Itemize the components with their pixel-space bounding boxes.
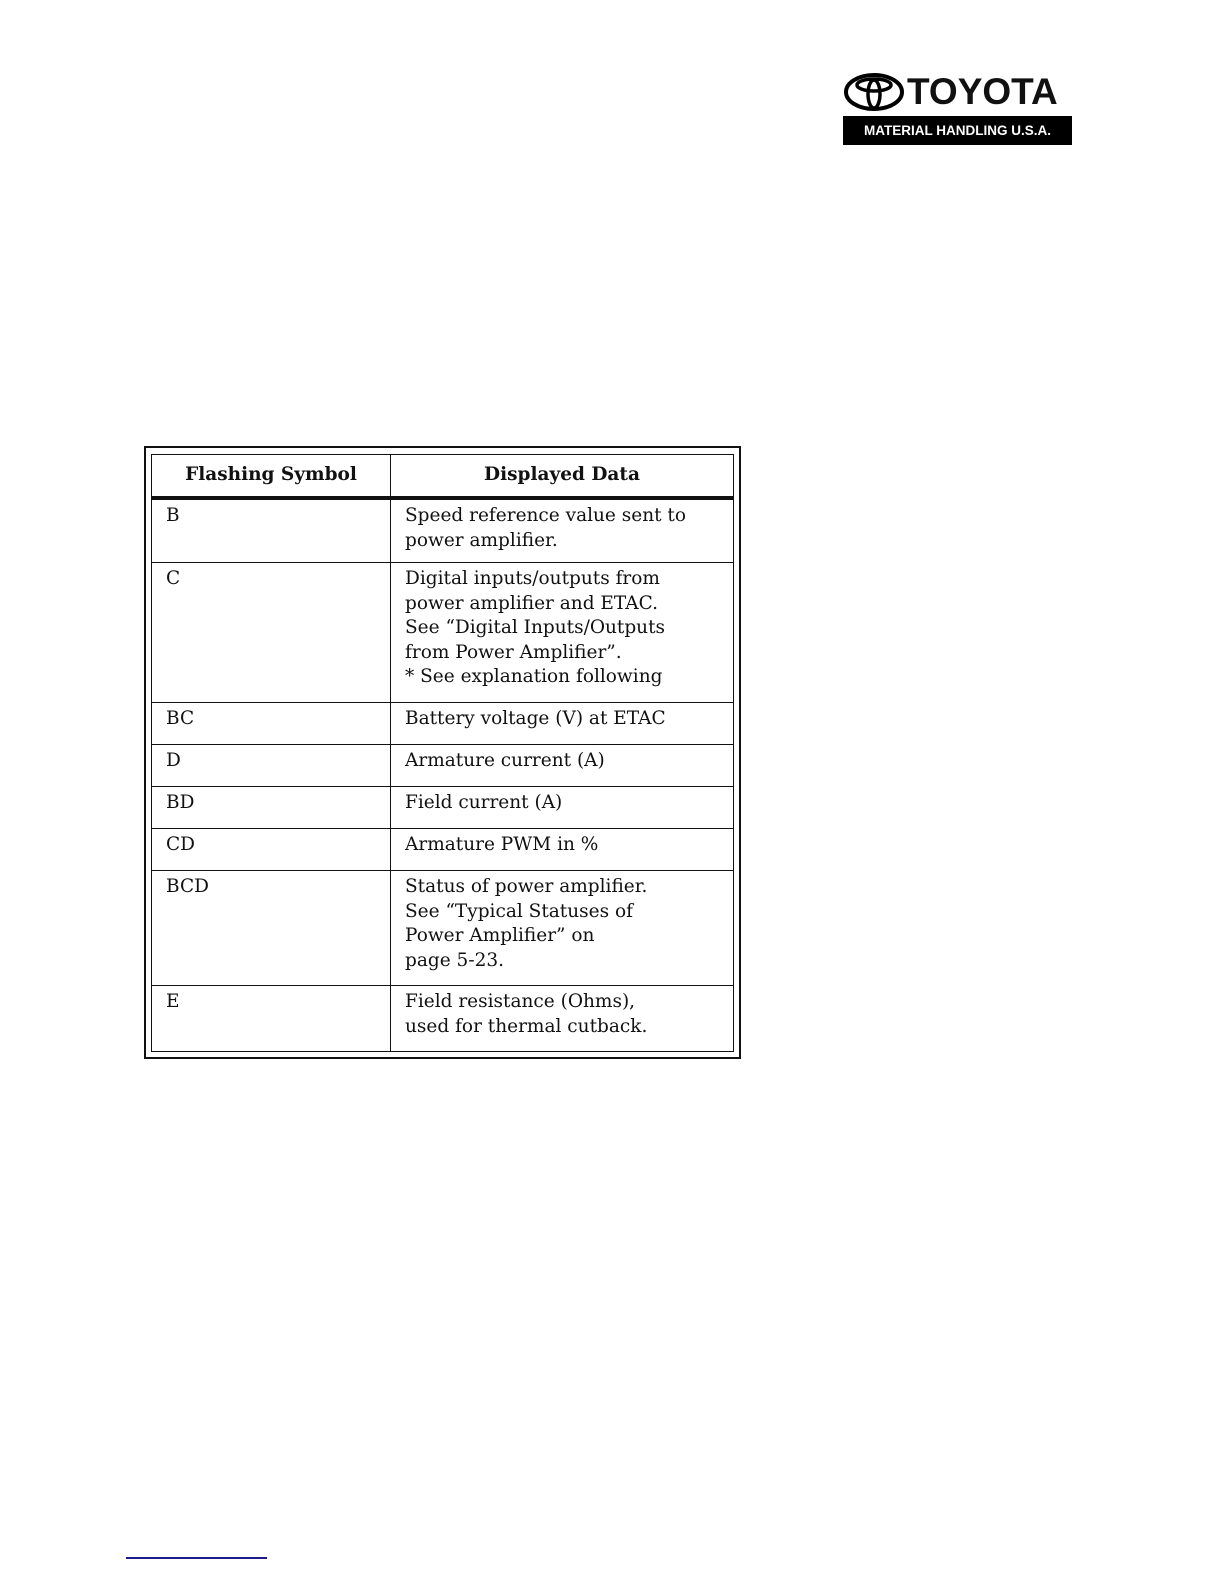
- table-row: [152, 562, 733, 702]
- symbol-cell: B: [152, 500, 391, 562]
- toyota-emblem-icon: [843, 72, 905, 112]
- data-cell: Battery voltage (V) at ETAC: [405, 708, 666, 729]
- table-row: [152, 786, 733, 828]
- data-cell: Armature current (A): [405, 750, 605, 771]
- table-row: [152, 744, 733, 786]
- data-cell: Status of power amplifier. See “Typical Statuses of Power Amplifier” on page 5-23.: [405, 876, 648, 971]
- footer-link-underline[interactable]: [126, 1557, 267, 1559]
- table-header-row: [152, 455, 733, 496]
- data-cell: Field current (A): [405, 792, 563, 813]
- symbol-cell: CD: [152, 829, 391, 870]
- symbol-cell: C: [152, 563, 391, 702]
- header-displayed-data: Displayed Data: [484, 464, 640, 485]
- table-row: [152, 496, 733, 562]
- table-row: [152, 828, 733, 870]
- toyota-logo: [843, 70, 1072, 145]
- symbol-cell: BC: [152, 703, 391, 744]
- logo-brand: TOYOTA: [907, 71, 1058, 112]
- symbol-cell: D: [152, 745, 391, 786]
- data-cell: Digital inputs/outputs from power amplifier and ETAC. See “Digital Inputs/Outputs from Power Amplifier”. * See explanation following: [405, 568, 666, 687]
- symbol-cell: E: [152, 986, 391, 1051]
- header-flashing-symbol: Flashing Symbol: [152, 455, 391, 496]
- table-row: [152, 985, 733, 1051]
- data-cell: Armature PWM in %: [405, 834, 599, 855]
- data-cell: Speed reference value sent to power amplifier.: [405, 505, 687, 551]
- flashing-symbol-table: [144, 446, 741, 1059]
- table-row: [152, 702, 733, 744]
- logo-tagline: MATERIAL HANDLING U.S.A.: [843, 116, 1072, 145]
- symbol-cell: BD: [152, 787, 391, 828]
- symbol-cell: BCD: [152, 871, 391, 985]
- table-row: [152, 870, 733, 985]
- data-cell: Field resistance (Ohms), used for thermal cutback.: [405, 991, 648, 1037]
